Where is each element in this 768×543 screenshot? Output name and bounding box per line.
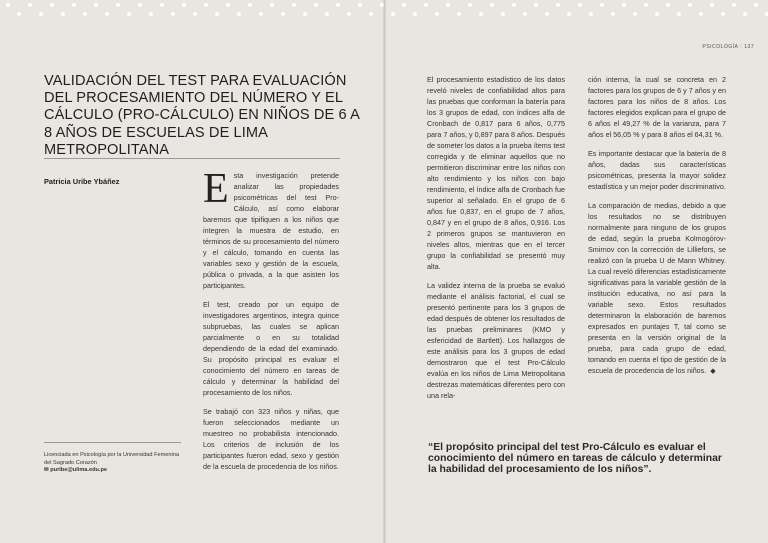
paragraph: Se trabajó con 323 niños y niñas, que fueron seleccionados mediante un muestreo no probabilista intencionado. Los criterios de inclusión de los participantes fueron edad, sexo y gestión de la escuela de procedencia de los niños. xyxy=(203,407,339,471)
decorative-dot xyxy=(754,3,758,7)
decorative-dot xyxy=(94,3,98,7)
decorative-dot xyxy=(204,3,208,7)
decorative-dot xyxy=(490,3,494,7)
decorative-dot xyxy=(72,3,76,7)
decorative-dot xyxy=(138,3,142,7)
decorative-dot xyxy=(50,3,54,7)
pull-quote: “El propósito principal del test Pro-Cálculo es evaluar el conocimiento del número en tareas de cálculo y determinar la habilidad del procesamiento de los niños”. xyxy=(428,442,722,476)
decorative-dot xyxy=(589,12,593,16)
running-header xyxy=(702,44,754,50)
body-column-3 xyxy=(588,74,726,385)
author-email-link[interactable]: ✉ puribe@ulima.edu.pe xyxy=(44,467,107,474)
title-rule xyxy=(44,158,340,159)
decorative-dot xyxy=(17,12,21,16)
paragraph: El test, creado por un equipo de investigadores argentinos, integra quince subpruebas, las cuales se aplican parcialmente o en su totalidad dependiendo de la edad del examinado. Su propósito principal es evaluar el conocimiento del número en tareas de cálculo y determinar la habilidad del procesamiento de los niños. xyxy=(203,300,339,397)
paragraph: ción interna, la cual se concreta en 2 factores para los grupos de 6 y 7 años y en factores para los niños de 8 años. Los factores elegidos explican para el grupo de 6 años el 49,27 % de la varianza, para 7 años el 56,05 % y para 8 años el 64,31 %. xyxy=(588,75,726,139)
decorative-dot xyxy=(479,12,483,16)
paragraph: Es importante destacar que la batería de 8 años, dadas sus características psicométricas, presenta la mayor solidez estadística y un mejor poder discriminativo. xyxy=(588,149,726,191)
decorative-dot xyxy=(545,12,549,16)
decorative-dot xyxy=(149,12,153,16)
decorative-dot xyxy=(435,12,439,16)
decorative-dot xyxy=(259,12,263,16)
decorative-dot xyxy=(83,12,87,16)
decorative-dot xyxy=(39,12,43,16)
decorative-dot xyxy=(556,3,560,7)
decorative-dot xyxy=(578,3,582,7)
decorative-dot xyxy=(270,3,274,7)
decorative-dot xyxy=(666,3,670,7)
decorative-dot xyxy=(655,12,659,16)
header-separator: | xyxy=(740,44,743,50)
author-name: Patricia Uribe Ybáñez xyxy=(44,177,120,186)
decorative-dot xyxy=(358,3,362,7)
decorative-dot xyxy=(248,3,252,7)
decorative-dot xyxy=(677,12,681,16)
decorative-dot xyxy=(314,3,318,7)
section-label: PSICOLOGÍA xyxy=(702,44,739,50)
decorative-dot xyxy=(534,3,538,7)
decorative-dot xyxy=(523,12,527,16)
decorative-dot xyxy=(347,12,351,16)
drop-cap: E xyxy=(203,166,229,212)
paragraph xyxy=(588,200,726,377)
affiliation-text: Licenciada en Psicología por la Universidad Femenina del Sagrado Corazón xyxy=(44,452,179,466)
body-column-1 xyxy=(203,166,339,480)
decorative-dot xyxy=(369,12,373,16)
decorative-dot xyxy=(446,3,450,7)
paragraph: El procesamiento estadístico de los datos reveló niveles de confiabilidad altos para las pruebas que conforman la batería para los 3 grupos de edad, con índices alfa de Cronbach de 0,817 para 6 años, 0,775 para 7 años, y 0,897 para 8 años. Después de someter los datos a la prueba ítems test corregida y de eliminar aquellos que no permitieron discriminar entre los niños con alto rendimiento y los niños con bajo rendimiento, el índice alfa de Cronbach fue superior al señalado. En el grupo de 6 años fue 0,837, en el grupo de 7 años, 0,847 y en el grupo de 8 años, 0,916. Los 2 primeros grupos se mantuvieron en niveles altos, mientras que en el tercer grupo la confiabilidad se presentó muy alta. xyxy=(427,75,565,271)
paragraph-text: La comparación de medias, debido a que los resultados no se distribuyen normalmente para ninguno de los grupos de edad, según la prueba Kolmogórov-Smirnov con la corrección de Lilliefors, se realizó con la prueba U de Mann Whitney. La cual reveló diferencias estadísticamente significativas para la variable gestión de la institución educativa, no así para la variable sexo. Estos resultados determinaron la elaboración de baremos expresados en puntajes T, tal como se presenta en la versión original de la prueba, para cada grupo de edad, tomando en cuenta el tipo de gestión de la escuela de procedencia de los niños. xyxy=(588,201,726,375)
decorative-dot xyxy=(424,3,428,7)
page-number: 137 xyxy=(744,44,754,50)
decorative-dot xyxy=(6,3,10,7)
decorative-dot xyxy=(325,12,329,16)
decorative-dot xyxy=(105,12,109,16)
article-title: VALIDACIÓN DEL TEST PARA EVALUACIÓN DEL PROCESAMIENTO DEL NÚMERO Y EL CÁLCULO (PRO-CÁLCULO) EN NIÑOS DE 6 A 8 AÑOS DE ESCUELAS DE LIMA METROPOLITANA xyxy=(44,73,360,158)
decorative-dot xyxy=(732,3,736,7)
author-affiliation xyxy=(44,452,184,475)
decorative-dot xyxy=(193,12,197,16)
body-column-2 xyxy=(427,74,565,409)
decorative-dot xyxy=(633,12,637,16)
decorative-dot xyxy=(281,12,285,16)
end-of-article-icon: ◆ xyxy=(710,368,716,375)
decorative-dot xyxy=(292,3,296,7)
decorative-dot xyxy=(644,3,648,7)
paragraph: La validez interna de la prueba se evaluó mediante el análisis factorial, el cual se presentó pertinente para los 3 grupos de edad después de obtener los resultados de las pruebas preliminares (KMO y esfericidad de Bartlett). Los hallazgos de este análisis para los 3 grupos de edad demostraron que el test Pro-Cálculo evalúa en los niños de Lima Metropolitana destrezas matemáticas diferentes pero con una rela- xyxy=(427,281,565,400)
decorative-dot xyxy=(127,12,131,16)
page-spine xyxy=(383,0,386,543)
decorative-dot xyxy=(61,12,65,16)
decorative-dot xyxy=(468,3,472,7)
decorative-dot xyxy=(116,3,120,7)
decorative-dot xyxy=(336,3,340,7)
paragraph xyxy=(203,166,339,291)
decorative-dot xyxy=(391,12,395,16)
decorative-dot xyxy=(160,3,164,7)
decorative-dot xyxy=(743,12,747,16)
decorative-dot xyxy=(402,3,406,7)
decorative-dot xyxy=(215,12,219,16)
decorative-dot xyxy=(622,3,626,7)
decorative-dot xyxy=(182,3,186,7)
decorative-dot xyxy=(501,12,505,16)
decorative-dot xyxy=(688,3,692,7)
decorative-dot xyxy=(600,3,604,7)
decorative-dot xyxy=(457,12,461,16)
decorative-dot xyxy=(611,12,615,16)
decorative-dot xyxy=(171,12,175,16)
decorative-dot xyxy=(710,3,714,7)
decorative-dot xyxy=(303,12,307,16)
decorative-dot xyxy=(512,3,516,7)
decorative-dot xyxy=(226,3,230,7)
affiliation-rule xyxy=(44,442,181,443)
decorative-dot xyxy=(699,12,703,16)
decorative-dot xyxy=(28,3,32,7)
decorative-dot xyxy=(237,12,241,16)
decorative-dot xyxy=(721,12,725,16)
decorative-dot xyxy=(567,12,571,16)
decorative-dot xyxy=(413,12,417,16)
paragraph-text: sta investigación pretende analizar las propiedades psicométricas del test Pro-Cálculo, así como elaborar baremos que tipifiquen a los niños que integren la muestra de estudio, en términos de su procesamiento del número y el cálculo, tomando en cuenta las variables sexo y gestión de la escuela, pública o privada, a la que asisten los participantes. xyxy=(203,171,339,290)
